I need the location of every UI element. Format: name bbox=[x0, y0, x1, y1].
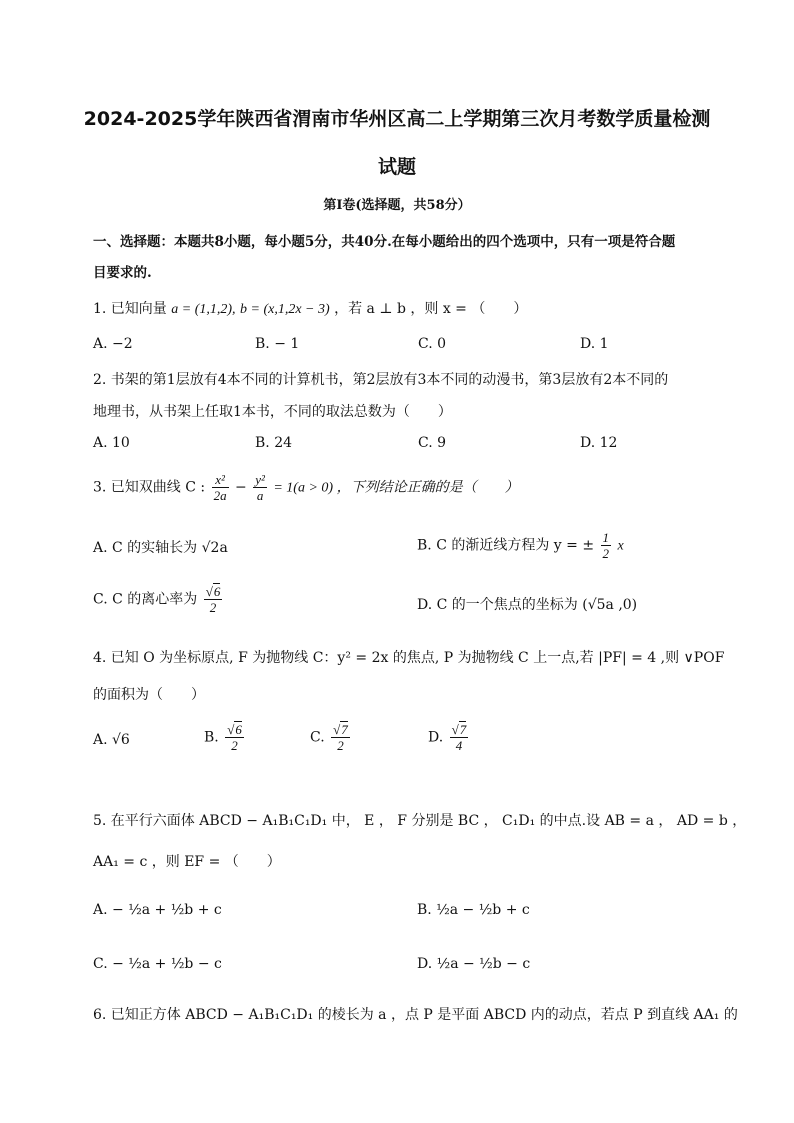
q1-vector-a: a = (1,1,2), bbox=[171, 302, 236, 317]
question-4-line2: 的面积为（ ） bbox=[93, 687, 205, 703]
q2-option-c: C. 9 bbox=[418, 435, 447, 451]
q1-vector-b: b = (x,1,2x − 3) bbox=[240, 302, 330, 317]
q3-minus: − bbox=[235, 479, 247, 496]
question-5-line2: AA₁ = c ，则 EF = （ ） bbox=[93, 854, 281, 870]
q1-condition: ，若 a ⊥ b ，则 x = （ ） bbox=[334, 301, 528, 317]
exam-title-line2: 试题 bbox=[377, 156, 416, 178]
question-2-line2: 地理书，从书架上任取1本书，不同的取法总数为（ ） bbox=[93, 404, 452, 420]
q4-option-c-label: C. bbox=[310, 729, 325, 746]
q4-option-d-fraction: $\frac{√7}{4}$ bbox=[451, 722, 467, 753]
section-header: 第Ⅰ卷(选择题，共58分） bbox=[323, 198, 471, 213]
q1-option-d: D. 1 bbox=[580, 336, 609, 352]
q4-option-d-label: D. bbox=[428, 729, 444, 746]
question-1 bbox=[93, 298, 527, 318]
q4-option-c-fraction: $\frac{√7}{2}$ bbox=[333, 722, 348, 753]
q2-option-a: A. 10 bbox=[93, 435, 130, 451]
question-3 bbox=[93, 472, 519, 503]
q5-option-a: A. − ½a + ½b + c bbox=[93, 902, 222, 918]
q2-option-d: D. 12 bbox=[580, 435, 618, 451]
q3-option-c-text: C. C 的离心率为 bbox=[93, 591, 198, 608]
q3-option-b bbox=[417, 530, 624, 561]
q3-option-c-fraction: $\frac{√6}{2}$ bbox=[205, 584, 221, 615]
q3-option-b-text: B. C 的渐近线方程为 y = ± bbox=[417, 537, 595, 554]
q3-prefix: 3. 已知双曲线 C : bbox=[93, 479, 206, 496]
q4-option-b-fraction: $\frac{√6}{2}$ bbox=[227, 722, 242, 753]
q5-option-d: D. ½a − ½b − c bbox=[417, 956, 531, 972]
part1-instructions-line2: 目要求的. bbox=[93, 265, 152, 281]
q4-option-a: A. √6 bbox=[93, 732, 130, 748]
q4-option-c bbox=[310, 722, 352, 753]
q1-prefix: 1. 已知向量 bbox=[93, 301, 167, 317]
q3-option-b-fraction: $\frac{1}{2}$ bbox=[602, 530, 610, 561]
q1-option-a: A. −2 bbox=[93, 336, 133, 352]
q3-option-a: A. C 的实轴长为 √2a bbox=[93, 540, 228, 556]
q3-option-b-tail: x bbox=[617, 538, 624, 554]
question-4-line1: 4. 已知 O 为坐标原点, F 为抛物线 C：y² = 2x 的焦点, P 为抛物线 C 上一点,若 |PF| = 4 ,则 ∨POF bbox=[93, 650, 725, 666]
question-6-line1: 6. 已知正方体 ABCD − A₁B₁C₁D₁ 的棱长为 a ，点 P 是平面 ABCD 内的动点，若点 P 到直线 AA₁ 的 bbox=[93, 1007, 738, 1023]
exam-title-line1: 2024-2025学年陕西省渭南市华州区高二上学期第三次月考数学质量检测 bbox=[83, 108, 711, 130]
q4-option-b-label: B. bbox=[204, 729, 219, 746]
question-2-line1: 2. 书架的第1层放有4本不同的计算机书，第2层放有3本不同的动漫书，第3层放有2本不同的 bbox=[93, 372, 669, 388]
question-5-line1: 5. 在平行六面体 ABCD − A₁B₁C₁D₁ 中， E ， F 分别是 BC ， C₁D₁ 的中点.设 AB = a ， AD = b ， bbox=[93, 813, 747, 829]
q3-rest: = 1(a > 0) ，下列结论正确的是（ ） bbox=[273, 480, 519, 496]
q3-option-c bbox=[93, 584, 224, 615]
q5-option-b: B. ½a − ½b + c bbox=[417, 902, 530, 918]
q4-option-b bbox=[204, 722, 246, 753]
q3-fraction-y: $\frac{\text{y²}}{a}$ bbox=[255, 472, 265, 503]
q1-option-b: B. − 1 bbox=[255, 336, 300, 352]
q3-option-d: D. C 的一个焦点的坐标为 (√5a ,0) bbox=[417, 597, 638, 613]
q5-option-c: C. − ½a + ½b − c bbox=[93, 956, 222, 972]
q3-fraction-x: $\frac{\text{x²}}{2a}$ bbox=[213, 472, 227, 503]
q4-option-d bbox=[428, 722, 470, 753]
q2-option-b: B. 24 bbox=[255, 435, 293, 451]
q1-option-c: C. 0 bbox=[418, 336, 447, 352]
part1-instructions-line1: 一、选择题：本题共8小题，每小题5分，共40分.在每小题给出的四个选项中，只有一项是符合题 bbox=[93, 234, 676, 250]
